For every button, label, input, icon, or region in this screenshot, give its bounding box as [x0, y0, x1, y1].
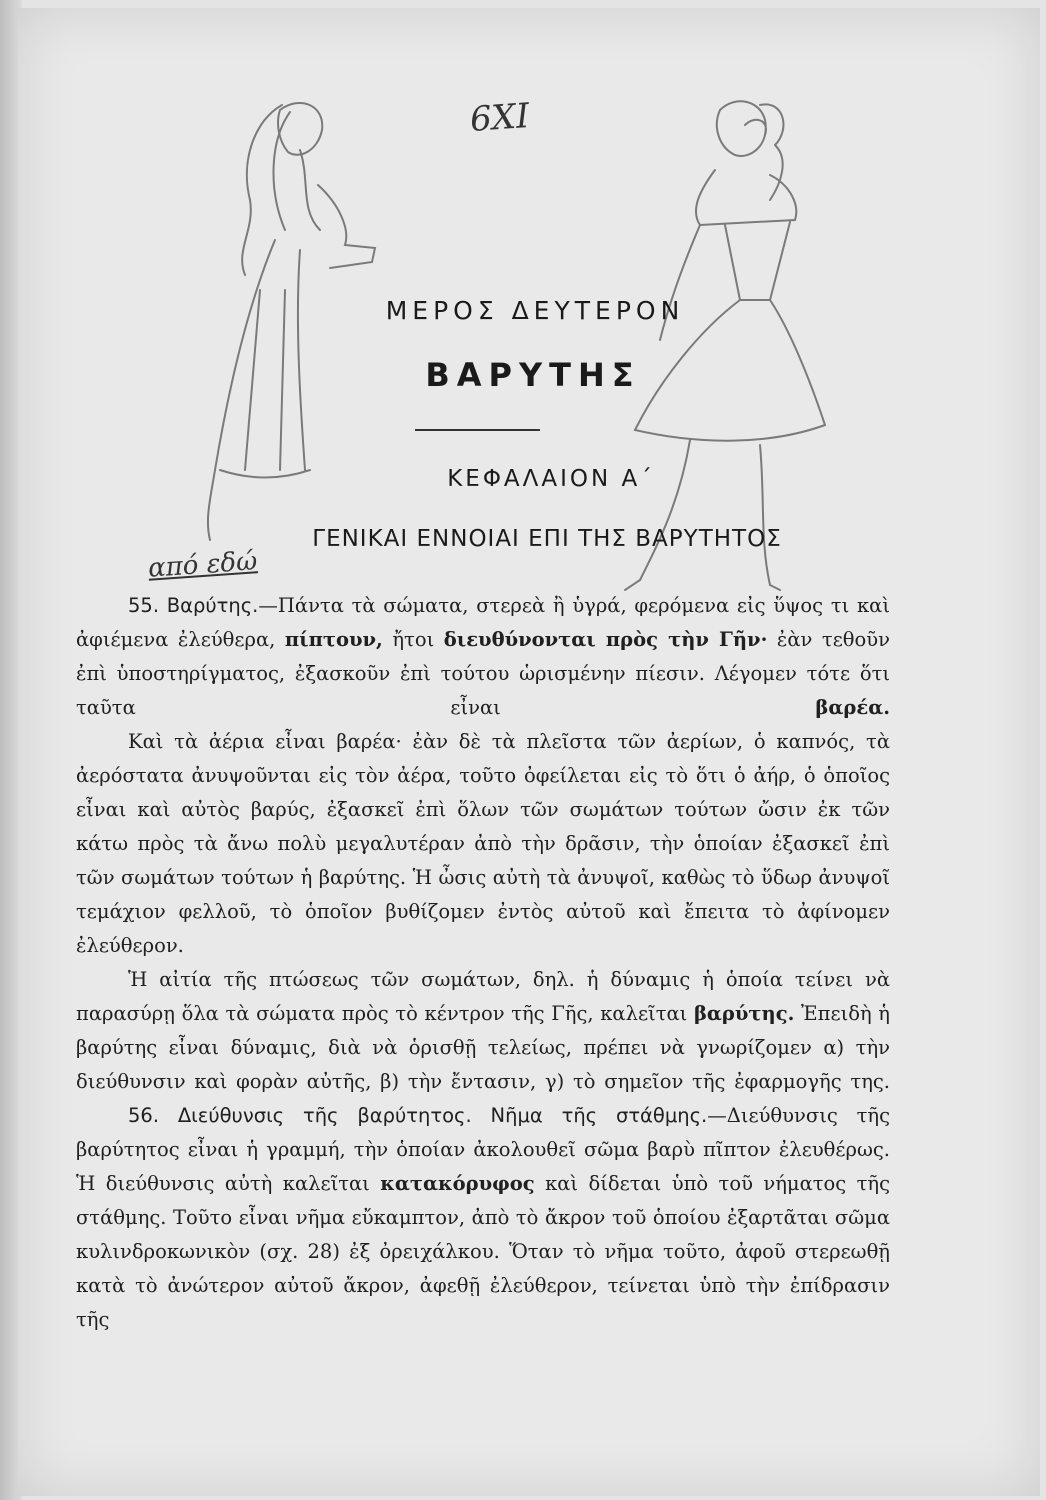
chapter-title: ΓΕΝΙΚΑΙ ΕΝΝΟΙΑΙ ΕΠΙ ΤΗΣ ΒΑΡΥΤΗΤΟΣ — [312, 526, 782, 552]
paragraph-56-1 — [76, 1099, 890, 1337]
title-divider — [415, 429, 540, 431]
text-run: ἤτοι — [382, 628, 444, 651]
chapter-label: ΚΕΦΑΛΑΙΟΝ Α΄ — [447, 466, 655, 492]
text-run: Ἐπειδὴ ἡ βαρύτης εἶναι δύναμις, διὰ νὰ ὁρισθῇ τελείως, πρέπει νὰ γνωρίζομεν α) τὴν διεύθυνσιν καὶ φορὰν αὐτῆς, β) τὴν ἔντασιν, γ) τὸ σημεῖον τῆς ἐφαρμογῆς της. — [76, 1002, 890, 1093]
text-run: —Πάντα τὰ σώματα, στερεὰ ἢ ὑγρά, φερόμενα εἰς ὕψος τι καὶ ἀφιέμενα ἐλεύθερα, — [76, 594, 890, 651]
paragraph-55-2: Καὶ τὰ ἀέρια εἶναι βαρέα· ἐὰν δὲ τὰ πλεῖστα τῶν ἀερίων, ὁ καπνός, τὰ ἀερόστατα ἀνυψοῦνται εἰς τὸν ἀέρα, τοῦτο ὀφείλεται εἰς τὸ ὅτι ὁ ἀήρ, ὁ ὁποῖος εἶναι καὶ αὐτὸς βαρύς, ἐξασκεῖ ἐπὶ ὅλων τῶν σωμάτων τούτων ὤσιν ἐκ τῶν κάτω πρὸς τὰ ἄνω πολὺ μεγαλυτέραν ἀπὸ τὴν δρᾶσιν, τὴν ὁποίαν ἐξασκεῖ ἐπὶ τῶν σωμάτων τούτων ἡ βαρύτης. Ἡ ὦσις αὐτὴ τὰ ἀνυψοῖ, καθὼς τὸ ὕδωρ ἀνυψοῖ τεμάχιον φελλοῦ, τὸ ὁποῖον βυθίζομεν ἐντὸς αὐτοῦ καὶ ἔπειτα τὸ ἀφίνομεν ἐλεύθερον. — [76, 730, 890, 957]
text-run: καὶ δίδεται ὑπὸ τοῦ νήματος τῆς στάθμης. Τοῦτο εἶναι νῆμα εὔκαμπτον, ἀπὸ τὸ ἄκρον τοῦ ὁποίου ἐξαρτᾶται σῶμα κυλινδροκωνικὸν (σχ. 28) ἐξ ὀρειχάλκου. Ὅταν τὸ νῆμα τοῦτο, ἀφοῦ στερεωθῇ κατὰ τὸ ἀνώτερον αὐτοῦ ἄκρον, ἀφεθῇ ἐλεύθερον, τείνεται ὑπὸ τὴν ἐπίδρασιν τῆς — [76, 1172, 890, 1331]
part-title: ΒΑΡΥΤΗΣ — [425, 356, 641, 394]
text-run: ἐὰν τεθοῦν ἐπὶ ὑποστηρίγματος, ἐξασκοῦν ἐπὶ τούτου ὡρισμένην πίεσιν. Λέγομεν τότε ὅτι ταῦτα εἶναι — [76, 628, 890, 719]
bold-term: διευθύνονται πρὸς τὴν Γῆν· — [443, 628, 768, 651]
bold-term: βαρέα. — [815, 696, 890, 719]
section-heading-56: 56. Διεύθυνσις τῆς βαρύτητος. Νῆμα τῆς στάθμης. — [128, 1104, 708, 1127]
handwritten-margin-note: από εδώ — [147, 546, 259, 584]
text-run: Ἡ αἰτία τῆς πτώσεως τῶν σωμάτων, δηλ. ἡ δύναμις ἡ ὁποία τείνει νὰ παρασύρῃ ὅλα τὰ σώματα πρὸς τὸ κέντρον τῆς Γῆς, καλεῖται — [76, 968, 890, 1025]
section-heading-55: 55. Βαρύτης. — [128, 594, 259, 617]
bold-term: βαρύτης. — [693, 1002, 795, 1025]
bold-term: πίπτουν, — [284, 628, 383, 651]
paragraph-55-1 — [76, 589, 890, 725]
text-run: —Διεύθυνσις τῆς βαρύτητος εἶναι ἡ γραμμή, τὴν ὁποίαν ἀκολουθεῖ σῶμα βαρὺ πῖπτον ἐλευθέρως. Ἡ διεύθυνσις αὐτὴ καλεῖται — [76, 1104, 890, 1195]
bold-term: κατακόρυφος — [380, 1172, 535, 1195]
paragraph-55-3 — [76, 963, 890, 1099]
part-label: ΜΕΡΟΣ ΔΕΥΤΕΡΟΝ — [385, 296, 685, 325]
body-text — [76, 589, 890, 1337]
handwritten-top-mark: 6XI — [468, 95, 531, 141]
